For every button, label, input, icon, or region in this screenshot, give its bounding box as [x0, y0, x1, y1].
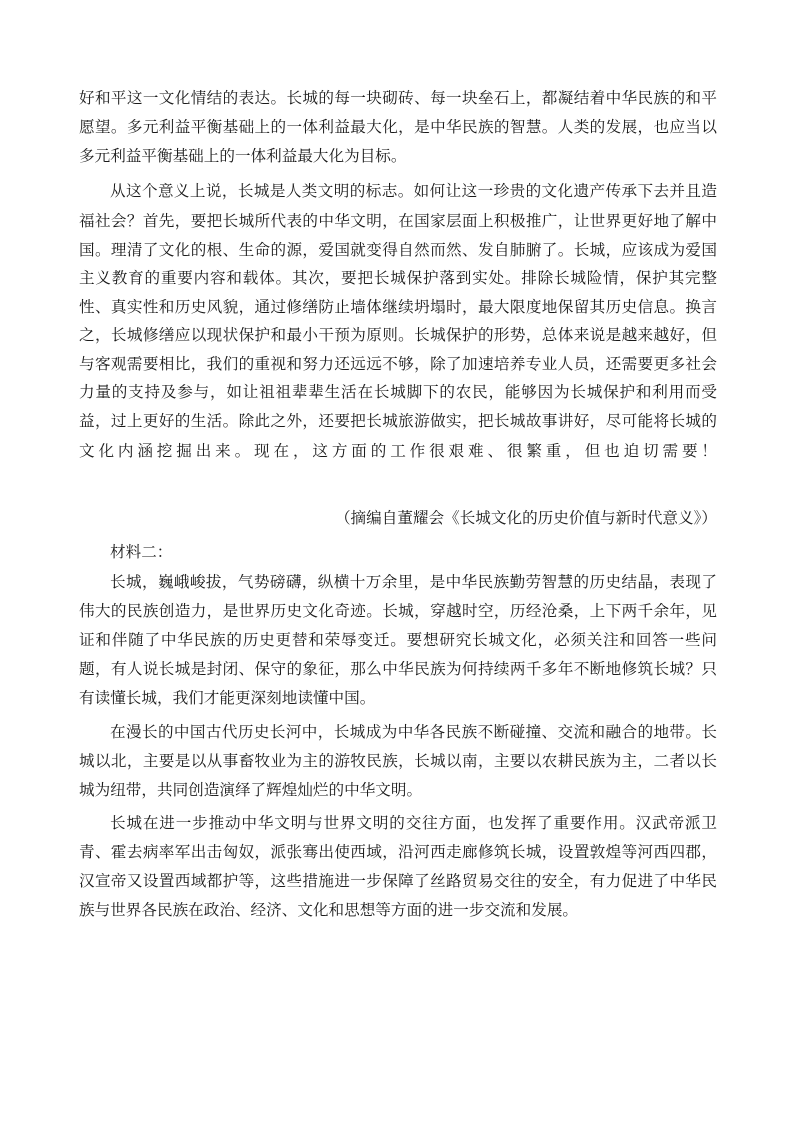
text-line: 伟大的民族创造力，是世界历史文化奇迹。长城，穿越时空，历经沧桑，上下两千余年，见	[79, 602, 717, 620]
text-line: 在漫长的中国古代历史长河中，长城成为中华各民族不断碰撞、交流和融合的地带。长	[110, 723, 717, 741]
text-line: 长城，巍峨峻拔，气势磅礴，纵横十万余里，是中华民族勤劳智慧的历史结晶，表现了	[110, 573, 717, 591]
source-citation: （摘编自董耀会《长城文化的历史价值与新时代意义》）	[334, 509, 717, 527]
text-line: 族与世界各民族在政治、经济、文化和思想等方面的进一步交流和发展。	[79, 901, 579, 919]
text-line: 力量的支持及参与，如让祖祖辈辈生活在长城脚下的农民，能够因为长城保护和利用而受	[79, 383, 717, 401]
text-line: 多元利益平衡基础上的一体利益最大化为目标。	[79, 147, 407, 165]
text-line: 青、霍去病率军出击匈奴，派张骞出使西域，沿河西走廊修筑长城，设置敦煌等河西四郡，	[79, 843, 717, 861]
text-line: 益，过上更好的生活。除此之外，还要把长城旅游做实，把长城故事讲好，尽可能将长城的	[79, 412, 717, 430]
text-line: 汉宣帝又设置西域都护等，这些措施进一步保障了丝路贸易交往的安全，有力促进了中华民	[79, 872, 717, 890]
text-line: 主义教育的重要内容和载体。其次，要把长城保护落到实处。排除长城险情，保护其完整	[79, 269, 717, 287]
text-line: 文化内涵挖掘出来。现在，这方面的工作很艰难、很繁重，但也迫切需要！	[79, 442, 717, 460]
text-line: 城为纽带，共同创造演绎了辉煌灿烂的中华文明。	[79, 781, 423, 799]
text-line: 与客观需要相比，我们的重视和努力还远远不够，除了加速培养专业人员，还需要更多社会	[79, 355, 717, 373]
text-line: 城以北，主要是以从事畜牧业为主的游牧民族，长城以南，主要以农耕民族为主，二者以长	[79, 752, 717, 770]
text-line: 证和伴随了中华民族的历史更替和荣辱变迁。要想研究长城文化，必须关注和回答一些问	[79, 631, 717, 649]
text-line: 福社会？首先，要把长城所代表的中华文明，在国家层面上积极推广，让世界更好地了解中	[79, 212, 717, 230]
text-line: 性、真实性和历史风貌，通过修缮防止墙体继续坍塌时，最大限度地保留其历史信息。换言	[79, 298, 717, 316]
text-line: 好和平这一文化情结的表达。长城的每一块砌砖、每一块垒石上，都凝结着中华民族的和平	[79, 89, 717, 107]
text-line: 从这个意义上说，长城是人类文明的标志。如何让这一珍贵的文化遗产传承下去并且造	[110, 182, 717, 200]
text-line: 之，长城修缮应以现状保护和最小干预为原则。长城保护的形势，总体来说是越来越好，但	[79, 326, 717, 344]
text-line: 有读懂长城，我们才能更深刻地读懂中国。	[79, 689, 376, 707]
material-heading: 材料二：	[110, 543, 173, 561]
text-line: 国。理清了文化的根、生命的源，爱国就变得自然而然、发自肺腑了。长城，应该成为爱国	[79, 241, 717, 259]
text-line: 题，有人说长城是封闭、保守的象征，那么中华民族为何持续两千多年不断地修筑长城？只	[79, 660, 717, 678]
text-line: 愿望。多元利益平衡基础上的一体利益最大化，是中华民族的智慧。人类的发展，也应当以	[79, 118, 717, 136]
text-line: 长城在进一步推动中华文明与世界文明的交往方面，也发挥了重要作用。汉武帝派卫	[110, 814, 717, 832]
